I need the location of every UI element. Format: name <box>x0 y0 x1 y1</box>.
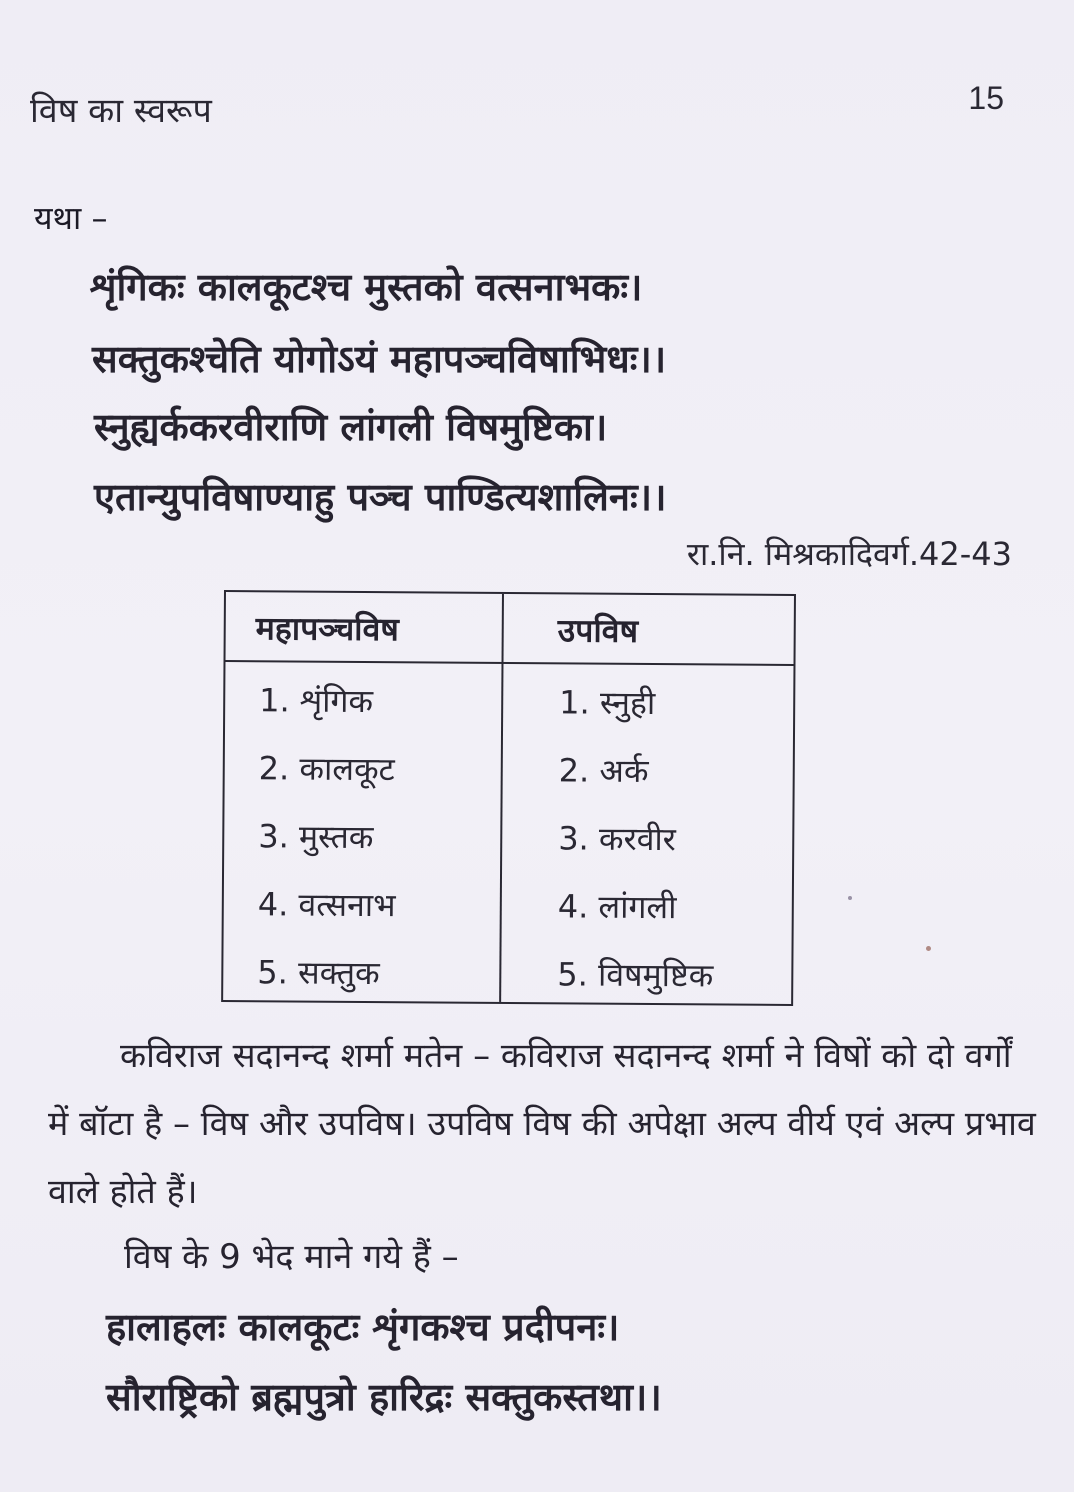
table-header-mahapanchavisha: महापञ्चविष <box>255 609 399 649</box>
table-cell: 3. करवीर <box>558 819 676 859</box>
verse-line-6: सौराष्ट्रिको ब्रह्मपुत्रो हारिद्रः सक्तुकस्तथा।। <box>106 1375 662 1419</box>
paragraph-classification <box>48 1022 1038 1226</box>
table-cell: 1. शृंगिक <box>259 681 374 721</box>
table-cell: 2. अर्क <box>558 751 649 790</box>
table-header-upavisha: उपविष <box>557 611 639 650</box>
page-number: 15 <box>968 80 1004 116</box>
verse-line-4: एतान्युपविषाण्याहु पञ्च पाण्डित्यशालिनः।। <box>94 475 667 519</box>
verse-line-2: सक्तुकश्चेति योगोऽयं महापञ्चविषाभिधः।। <box>92 337 667 381</box>
intro-label: यथा – <box>34 199 108 237</box>
table-cell: 2. कालकूट <box>258 749 395 789</box>
table-column-left <box>257 672 397 1013</box>
paper-speck <box>926 946 931 951</box>
table-column-right <box>557 674 715 1015</box>
table-cell: 5. सक्तुक <box>257 953 380 993</box>
running-header: विष का स्वरूप <box>30 91 212 131</box>
paper-speck <box>848 896 852 900</box>
citation: रा.नि. मिश्रकादिवर्ग.42-43 <box>686 535 1012 573</box>
verse-line-5: हालाहलः कालकूटः शृंगकश्च प्रदीपनः। <box>106 1305 620 1349</box>
table-cell: 5. विषमुष्टिक <box>557 955 714 995</box>
table-cell: 4. वत्सनाभ <box>257 885 396 925</box>
table-cell: 1. स्नुही <box>559 683 656 723</box>
table-header-cell-right <box>502 594 796 664</box>
poison-table <box>221 590 796 1006</box>
table-cell: 4. लांगली <box>557 887 677 927</box>
paragraph-nine-types: विष के 9 भेद माने गये हैं – <box>124 1237 459 1277</box>
verse-line-1: शृंगिकः कालकूटश्च मुस्तको वत्सनाभकः। <box>90 265 643 309</box>
paragraph-text: कविराज सदानन्द शर्मा मतेन – कविराज सदानन्द शर्मा ने विषों को दो वर्गों में बॉटा है – विष और उपविष। उपविष विष की अपेक्षा अल्प वीर्य एवं अल्प प्रभाव वाले होते हैं। <box>48 1036 1036 1212</box>
verse-line-3: स्नुह्यर्ककरवीराणि लांगली विषमुष्टिका। <box>94 405 608 449</box>
table-cell: 3. मुस्तक <box>258 817 374 857</box>
